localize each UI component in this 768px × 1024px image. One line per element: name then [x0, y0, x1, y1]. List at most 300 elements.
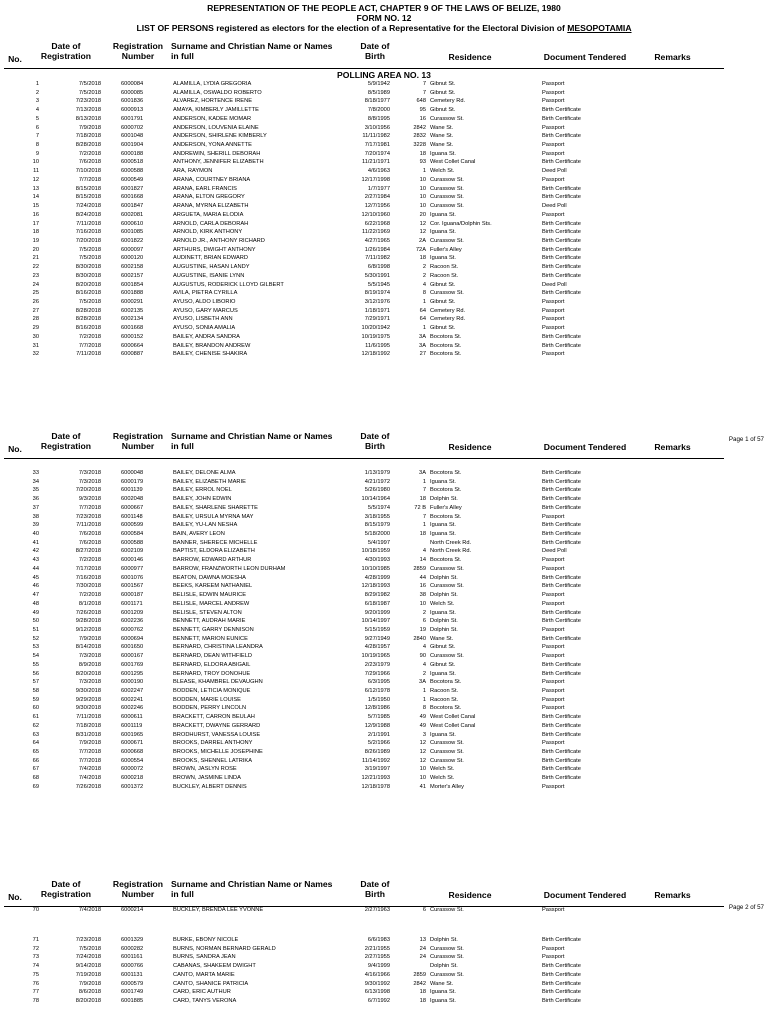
- document-tendered: Birth Certificate: [542, 470, 581, 476]
- table-row: [0, 539, 768, 548]
- registration-date: 8/20/2018: [75, 670, 101, 677]
- table-row: [0, 936, 768, 945]
- elector-name: AUGUSTUS, RODERICK LLOYD GILBERT: [173, 281, 284, 288]
- table-row: [0, 115, 768, 124]
- birth-date: 9/30/1992: [364, 980, 390, 987]
- header-document: Document Tendered: [543, 52, 627, 62]
- residence-number: 3: [422, 731, 426, 738]
- document-tendered: Passport: [542, 307, 565, 314]
- document-tendered: Birth Certificate: [542, 531, 581, 538]
- birth-date: 8/15/1979: [364, 522, 390, 529]
- elector-name: BENNETT, AUDRAH MARIE: [173, 618, 246, 625]
- document-tendered: Passport: [542, 89, 565, 96]
- birth-date: 8/29/1982: [364, 592, 390, 599]
- birth-date: 1/18/1971: [364, 307, 390, 314]
- registration-date: 7/18/2018: [75, 722, 101, 729]
- header-document: Document Tendered: [543, 442, 627, 452]
- registration-number: 6000084: [121, 81, 144, 87]
- residence-street: Curassow St.: [430, 749, 464, 756]
- residence-number: 64: [419, 307, 426, 314]
- document-tendered: Birth Certificate: [542, 159, 581, 166]
- residence-street: Curassow St.: [430, 194, 464, 201]
- residence-number: 10: [419, 600, 426, 607]
- birth-date: 1/7/1977: [367, 185, 390, 192]
- elector-name: BROOKS, MICHELLE JOSEPHINE: [173, 749, 263, 756]
- table-row: [0, 530, 768, 539]
- registration-date: 9/30/2018: [75, 705, 101, 712]
- residence-street: Racoon St.: [430, 272, 459, 279]
- residence-street: Racoon St.: [430, 696, 459, 703]
- residence-number: 2859: [413, 565, 426, 572]
- table-row: [0, 678, 768, 687]
- residence-number: 12: [419, 740, 426, 747]
- birth-date: 2/23/1979: [364, 661, 390, 668]
- elector-name: AMAYA, KIMBERLY JAMILLETTE: [173, 107, 259, 114]
- elector-name: BAIN, AVERY LEON: [173, 531, 225, 538]
- elector-name: BUCKLEY, BRENDA LEE YVONNE: [173, 907, 264, 913]
- residence-street: Racoon St.: [430, 264, 459, 271]
- registration-number: 6000664: [121, 342, 144, 349]
- header-birth-1: Date of: [360, 431, 390, 441]
- form-description-text: LIST OF PERSONS registered as electors for the election of a Representative for the Electoral Division of: [136, 23, 568, 33]
- birth-date: 7/29/1971: [364, 316, 390, 323]
- residence-street: Welch St.: [430, 168, 455, 175]
- birth-date: 2/27/1963: [364, 907, 390, 913]
- elector-name: BARROW, FRANZWORTH LEON DURHAM: [173, 565, 286, 572]
- residence-street: Gibnut St.: [430, 299, 456, 305]
- birth-date: 12/10/1960: [361, 211, 390, 218]
- residence-street: North Creek Rd.: [430, 539, 472, 546]
- elector-name: ARA, RAYMON: [173, 168, 213, 175]
- document-tendered: Birth Certificate: [542, 272, 581, 279]
- row-number: 27: [32, 307, 39, 314]
- residence-number: 19: [419, 626, 426, 633]
- elector-name: BARROW, EDWARD ARTHUR: [173, 557, 252, 564]
- residence-number: 18: [419, 998, 426, 1005]
- birth-date: 11/14/1992: [361, 757, 390, 764]
- residence-number: 8: [422, 705, 426, 712]
- registration-date: 7/2/2018: [78, 333, 101, 340]
- header-birth-2: Birth: [364, 441, 386, 451]
- row-number: 20: [32, 246, 39, 253]
- table-row: [0, 158, 768, 167]
- document-tendered: Birth Certificate: [542, 574, 581, 581]
- registration-number: 6000584: [121, 531, 144, 538]
- table-row: [0, 220, 768, 229]
- table-row: [0, 757, 768, 766]
- birth-date: 4/28/1957: [364, 644, 390, 651]
- registration-date: 9/30/2018: [75, 688, 101, 694]
- row-number: 36: [32, 496, 39, 503]
- document-tendered: Birth Certificate: [542, 133, 581, 140]
- elector-name: ANDERSON, LOUVENIA ELAINE: [173, 124, 259, 131]
- document-tendered: Birth Certificate: [542, 971, 581, 978]
- registration-number: 6000072: [121, 766, 144, 773]
- registration-date: 7/6/2018: [78, 539, 101, 546]
- birth-date: 10/14/1997: [361, 618, 390, 625]
- elector-name: AUGUSTINE, ISANIE LYNN: [173, 272, 245, 279]
- birth-date: 5/5/1974: [367, 504, 390, 511]
- elector-name: CARD, ERIC AUTHUR: [173, 989, 231, 996]
- registration-date: 8/24/2018: [75, 211, 101, 218]
- header-no: No.: [8, 892, 22, 902]
- row-number: 12: [32, 176, 39, 183]
- table-row: [0, 228, 768, 237]
- row-number: 11: [33, 168, 39, 175]
- document-tendered: Deed Poll: [542, 548, 567, 555]
- document-tendered: Passport: [542, 176, 565, 183]
- table-row: [0, 704, 768, 713]
- table-row: [0, 167, 768, 176]
- header-date-registration-1: Date of: [51, 41, 81, 51]
- document-tendered: Passport: [542, 124, 565, 131]
- elector-name: AUDINETT, BRIAN EDWARD: [173, 255, 248, 262]
- birth-date: 8/8/1995: [367, 115, 390, 122]
- registration-number: 6000588: [121, 168, 144, 175]
- table-row: [0, 582, 768, 591]
- residence-number: 12: [419, 757, 426, 764]
- registration-date: 7/11/2018: [76, 220, 101, 227]
- registration-date: 8/15/2018: [75, 185, 101, 192]
- document-tendered: Passport: [542, 653, 565, 660]
- row-number: 76: [32, 980, 39, 987]
- table-row: [0, 556, 768, 565]
- residence-number: 2842: [413, 124, 426, 131]
- registration-number: 6001372: [121, 783, 144, 790]
- registration-date: 7/13/2018: [75, 107, 101, 114]
- elector-name: AYUSO, GARY MARCUS: [173, 307, 238, 314]
- registration-number: 6000190: [121, 679, 144, 686]
- residence-number: 44: [419, 574, 426, 581]
- registration-date: 8/30/2018: [75, 264, 101, 271]
- elector-name: AUGUSTINE, HASAN LANDY: [173, 264, 250, 271]
- row-number: 62: [32, 722, 39, 729]
- table-row: [0, 263, 768, 272]
- elector-name: BROOKS, SHENNEL LATRIKA: [173, 757, 253, 764]
- document-tendered: Birth Certificate: [542, 342, 581, 349]
- registration-number: 6002081: [121, 211, 144, 218]
- residence-street: Bocotora St.: [430, 333, 462, 340]
- residence-street: Curassow St.: [430, 115, 464, 122]
- page-number: Page 2 of 57: [728, 904, 764, 911]
- residence-street: West Collet Canal: [430, 722, 476, 729]
- header-name-1: Surname and Christian Name or Names: [171, 879, 333, 889]
- document-tendered: Birth Certificate: [542, 290, 581, 297]
- birth-date: 10/19/1965: [361, 653, 390, 660]
- registration-number: 6001965: [121, 731, 144, 738]
- table-row: [0, 237, 768, 246]
- document-tendered: Birth Certificate: [542, 185, 581, 192]
- elector-name: ALAMILLA, OSWALDO ROBERTO: [173, 89, 262, 96]
- elector-name: CARD, TANYS VERONA: [173, 998, 237, 1005]
- registration-date: 8/30/2018: [75, 272, 101, 279]
- registration-number: 6000282: [121, 945, 144, 952]
- registration-date: 7/2/2018: [78, 592, 101, 599]
- document-tendered: Birth Certificate: [542, 333, 581, 340]
- registration-number: 6000766: [121, 963, 144, 970]
- elector-name: ARANA, COURTNEY BRIANA: [173, 176, 251, 183]
- elector-name: BODDEN, MARIE LOUISE: [173, 696, 241, 703]
- elector-name: AVILA, PIETRA CYRILLA: [173, 290, 238, 297]
- header-residence: Residence: [448, 442, 492, 452]
- elector-name: BELISLE, STEVEN ALTON: [173, 609, 242, 616]
- residence-street: Bocotora St.: [430, 705, 462, 712]
- document-tendered: Birth Certificate: [542, 963, 581, 970]
- table-row: [0, 652, 768, 661]
- residence-number: 3A: [419, 470, 426, 476]
- residence-street: Bocotora St.: [430, 557, 462, 564]
- row-number: 32: [32, 351, 39, 358]
- registration-date: 8/28/2018: [75, 316, 101, 323]
- residence-number: 4: [422, 661, 426, 668]
- row-number: 71: [32, 937, 39, 943]
- elector-name: BURNS, NORMAN BERNARD GERALD: [173, 945, 276, 952]
- registration-number: 6002048: [121, 496, 144, 503]
- registration-number: 6000762: [121, 626, 144, 633]
- elector-name: ARANA, MYRNA ELIZABETH: [173, 203, 249, 210]
- document-tendered: Passport: [542, 316, 565, 323]
- elector-name: AYUSO, SONIA AMALIA: [173, 325, 236, 332]
- table-row: [0, 783, 768, 792]
- table-row: [0, 687, 768, 696]
- row-number: 66: [32, 757, 39, 764]
- row-number: 47: [32, 592, 39, 599]
- residence-number: 10: [419, 194, 426, 201]
- row-number: 9: [35, 150, 39, 157]
- table-row: [0, 504, 768, 513]
- elector-name: BAPTIST, ELDORA ELIZABETH: [173, 548, 255, 555]
- residence-street: Curassow St.: [430, 185, 464, 192]
- birth-date: 5/18/2000: [364, 531, 390, 538]
- residence-number: 49: [419, 722, 426, 729]
- birth-date: 5/7/1985: [367, 714, 390, 721]
- table-row: [0, 591, 768, 600]
- table-row: [0, 713, 768, 722]
- birth-date: 7/17/1981: [364, 142, 390, 149]
- birth-date: 11/21/1971: [361, 159, 390, 166]
- row-number: 43: [32, 557, 39, 564]
- header-registration-number-1: Registration: [112, 879, 164, 889]
- birth-date: 3/19/1997: [364, 766, 390, 773]
- row-number: 19: [32, 237, 39, 244]
- birth-date: 6/7/1992: [367, 998, 390, 1005]
- document-tendered: Birth Certificate: [542, 504, 581, 511]
- row-number: 33: [32, 470, 39, 476]
- registration-number: 6000977: [121, 565, 144, 572]
- registration-date: 8/31/2018: [75, 731, 101, 738]
- row-number: 35: [32, 487, 39, 494]
- birth-date: 10/14/1964: [361, 496, 390, 503]
- residence-street: Morter's Alley: [430, 783, 464, 790]
- header-no: No.: [8, 444, 22, 454]
- row-number: 38: [32, 513, 39, 520]
- table-row: [0, 643, 768, 652]
- registration-number: 6001139: [121, 487, 143, 494]
- residence-street: Cemetery Rd.: [430, 316, 466, 323]
- birth-date: 6/3/1995: [367, 679, 390, 686]
- residence-street: Dolphin St.: [430, 496, 458, 503]
- residence-street: Iguana St.: [430, 255, 456, 262]
- table-row: [0, 739, 768, 748]
- residence-number: 95: [419, 107, 426, 114]
- row-number: 44: [32, 565, 39, 572]
- registration-date: 8/16/2018: [75, 325, 101, 332]
- header-name-2: in full: [171, 889, 194, 899]
- document-tendered: Passport: [542, 565, 565, 572]
- table-row: [0, 281, 768, 290]
- row-number: 1: [35, 81, 39, 87]
- document-tendered: Passport: [542, 644, 565, 651]
- polling-area-title: POLLING AREA NO. 13: [337, 70, 431, 80]
- residence-number: 6: [422, 618, 426, 625]
- row-number: 39: [32, 522, 39, 529]
- registration-number: 6001827: [121, 185, 144, 192]
- birth-date: 6/8/1998: [367, 264, 390, 271]
- table-row: [0, 289, 768, 298]
- birth-date: 2/1/1991: [367, 731, 390, 738]
- row-number: 42: [32, 548, 39, 555]
- elector-name: BODDEN, PERRY LINCOLN: [173, 705, 247, 712]
- residence-number: 72 B: [414, 504, 426, 511]
- birth-date: 9/4/1999: [367, 963, 390, 970]
- row-number: 30: [32, 333, 39, 340]
- row-number: 58: [32, 688, 39, 694]
- elector-name: BURNS, SANDRA JEAN: [173, 954, 236, 961]
- table-row: [0, 132, 768, 141]
- row-number: 68: [32, 775, 39, 782]
- residence-street: Bocotora St.: [430, 351, 462, 358]
- table-row: [0, 124, 768, 133]
- header-no: No.: [8, 54, 22, 64]
- registration-number: 6002109: [121, 548, 144, 555]
- registration-number: 6001076: [121, 574, 144, 581]
- registration-date: 7/16/2018: [75, 574, 101, 581]
- birth-date: 10/10/1985: [361, 565, 390, 572]
- document-tendered: Passport: [542, 351, 565, 358]
- table-row: [0, 324, 768, 333]
- registration-number: 6001161: [121, 954, 143, 961]
- residence-number: 8: [422, 290, 426, 297]
- elector-name: ARNOLD, KIRK ANTHONY: [173, 229, 243, 236]
- elector-name: BENNETT, MARION EUNICE: [173, 635, 248, 642]
- table-row: [0, 600, 768, 609]
- registration-date: 7/23/2018: [75, 513, 101, 520]
- residence-street: Dolphin St.: [430, 937, 458, 943]
- birth-date: 4/21/1972: [364, 478, 390, 485]
- registration-date: 8/6/2018: [78, 989, 101, 996]
- residence-number: 1: [422, 688, 426, 694]
- table-row: [0, 609, 768, 618]
- header-remarks: Remarks: [654, 52, 691, 62]
- registration-number: 6001749: [121, 989, 144, 996]
- row-number: 34: [32, 478, 39, 485]
- residence-number: 2: [422, 264, 426, 271]
- elector-name: BRACKETT, CARRON BEULAH: [173, 714, 255, 721]
- birth-date: 4/27/1965: [364, 237, 390, 244]
- residence-street: Cemetery Rd.: [430, 98, 466, 105]
- row-number: 52: [32, 635, 39, 642]
- registration-date: 7/2/2018: [78, 150, 101, 157]
- registration-number: 6000167: [121, 653, 144, 660]
- elector-name: CABANAS, SHAKEEM DWIGHT: [173, 963, 256, 970]
- document-tendered: Passport: [542, 325, 565, 332]
- row-number: 45: [32, 574, 39, 581]
- registration-date: 7/19/2018: [75, 971, 101, 978]
- registration-number: 6002246: [121, 705, 144, 712]
- table-row: [0, 971, 768, 980]
- row-number: 54: [32, 653, 39, 660]
- document-tendered: Birth Certificate: [542, 264, 581, 271]
- table-row: [0, 246, 768, 255]
- registration-date: 9/28/2018: [75, 618, 101, 625]
- document-tendered: Birth Certificate: [542, 749, 581, 756]
- table-row: [0, 696, 768, 705]
- header-birth-2: Birth: [364, 889, 386, 899]
- elector-name: BELISLE, MARCEL ANDREW: [173, 600, 250, 607]
- residence-street: Gibnut St.: [430, 325, 456, 332]
- table-row: [0, 521, 768, 530]
- document-tendered: Birth Certificate: [542, 237, 581, 244]
- document-tendered: Birth Certificate: [542, 609, 581, 616]
- table-row: [0, 565, 768, 574]
- birth-date: 7/29/1966: [364, 670, 390, 677]
- residence-number: 2A: [419, 237, 426, 244]
- table-row: [0, 211, 768, 220]
- registration-number: 6001171: [121, 600, 143, 607]
- document-tendered: Birth Certificate: [542, 766, 581, 773]
- residence-number: 2: [422, 609, 426, 616]
- registration-date: 7/23/2018: [75, 98, 101, 105]
- registration-number: 6000085: [121, 89, 144, 96]
- elector-name: BEEKS, KAREEM NATHANIEL: [173, 583, 253, 590]
- registration-date: 7/9/2018: [78, 124, 101, 131]
- birth-date: 7/20/1974: [364, 150, 390, 157]
- birth-date: 12/21/1993: [361, 775, 390, 782]
- birth-date: 3/12/1976: [364, 299, 390, 305]
- residence-street: Cemetery Rd.: [430, 307, 466, 314]
- residence-number: 10: [419, 775, 426, 782]
- header-registration-number-2: Number: [121, 889, 155, 899]
- residence-number: 3A: [419, 333, 426, 340]
- birth-date: 12/9/1988: [364, 722, 390, 729]
- row-number: 73: [32, 954, 39, 961]
- registration-number: 6000599: [121, 522, 144, 529]
- birth-date: 7/11/1982: [365, 255, 390, 262]
- table-row: [0, 906, 768, 915]
- elector-name: BAILEY, URSULA MYRNA MAY: [173, 513, 254, 520]
- registration-date: 7/9/2018: [78, 740, 101, 747]
- registration-date: 7/5/2018: [78, 299, 101, 305]
- row-number: 75: [32, 971, 39, 978]
- row-number: 6: [35, 124, 39, 131]
- row-number: 61: [32, 714, 39, 721]
- residence-street: North Creek Rd.: [430, 548, 472, 555]
- table-row: [0, 176, 768, 185]
- residence-street: Iguana St.: [430, 522, 456, 529]
- registration-number: 6000579: [121, 980, 144, 987]
- document-tendered: Birth Certificate: [542, 618, 581, 625]
- header-name-2: in full: [171, 51, 194, 61]
- registration-number: 6000588: [121, 539, 144, 546]
- registration-date: 7/3/2018: [78, 470, 101, 476]
- residence-street: Iguana St.: [430, 998, 456, 1005]
- document-tendered: Birth Certificate: [542, 989, 581, 996]
- row-number: 15: [32, 203, 39, 210]
- registration-number: 6001769: [121, 661, 144, 668]
- residence-street: Welch St.: [430, 600, 455, 607]
- document-tendered: Birth Certificate: [542, 731, 581, 738]
- registration-date: 8/28/2018: [75, 142, 101, 149]
